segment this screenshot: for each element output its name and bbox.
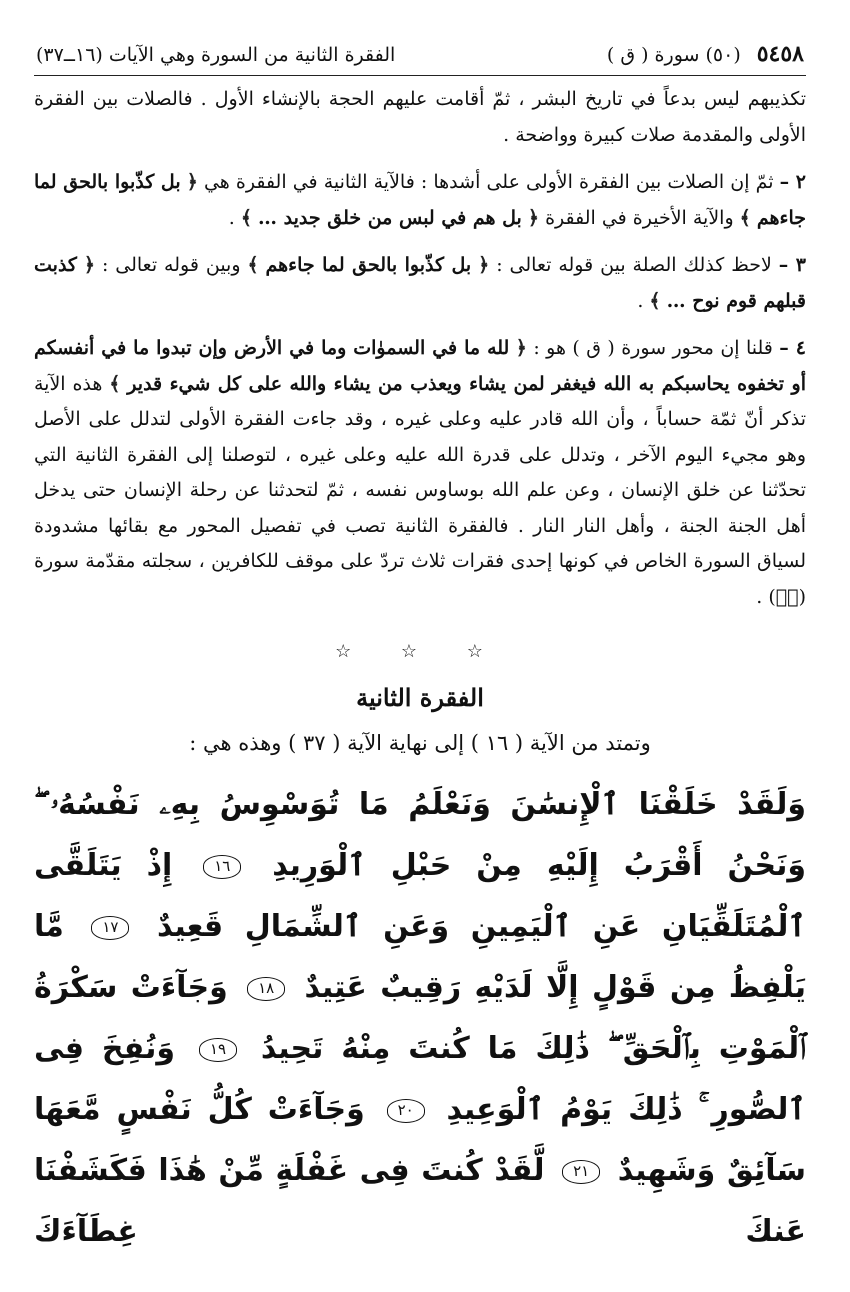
intro-paragraph: تكذيبهم ليس بدعاً في تاريخ البشر ، ثمّ أقامت عليهم الحجة بالإنشاء الأول . فالصلات بين الفقرة الأولى والمقدمة صلات كبيرة وواضحة . xyxy=(34,88,806,146)
item-3 xyxy=(34,248,806,319)
section-intro: وتمتد من الآية ( ١٦ ) إلى نهاية الآية ( ٣٧ ) وهذه هي : xyxy=(189,731,651,755)
item-3-end: . xyxy=(637,289,644,312)
section-title: الفقرة الثانية xyxy=(356,683,484,712)
header-right xyxy=(607,40,804,69)
item-3-number: ٣ – xyxy=(778,254,806,276)
item-2-quote-2: بل هم في لبس من خلق جديد … xyxy=(258,206,522,229)
item-3-quote-1: بل كذّبوا بالحق لما جاءهم xyxy=(265,254,472,276)
ornate-bracket-close: ﴾ xyxy=(739,206,751,229)
item-4-text-1: قلنا إن محور سورة ( ق ) هو : xyxy=(533,337,773,359)
verse-19: وَجَآءَتْ سَكْرَةُ ٱلْمَوْتِ بِٱلْحَقِّ ۖ ذَٰلِكَ مَا كُنتَ مِنْهُ تَحِيدُ xyxy=(34,970,806,1066)
item-3-quote-2: كذبت قبلهم قوم نوح … xyxy=(34,254,806,312)
ornate-bracket-open: ﴿ xyxy=(515,337,527,359)
item-2-text-1: ثمّ إن الصلات بين الفقرة الأولى على أشدها : فالآية الثانية في الفقرة هي xyxy=(203,171,774,193)
surah-label: (٥٠) سورة ( ق ) xyxy=(606,44,741,66)
item-4 xyxy=(34,331,806,615)
item-2 xyxy=(34,165,806,236)
verse-number-19: ١٩ xyxy=(199,1038,237,1062)
verse-21: وَجَآءَتْ كُلُّ نَفْسٍ مَّعَهَا سَآئِقٌ وَشَهِيدٌ xyxy=(34,1092,807,1188)
ornate-bracket-open: ﴿ xyxy=(478,254,490,276)
quran-passage xyxy=(34,774,806,1262)
verse-number-21: ٢١ xyxy=(562,1160,600,1184)
ornate-bracket-close: ﴾ xyxy=(109,372,121,395)
ornate-bracket-close: ﴾ xyxy=(649,289,661,312)
section-label: الفقرة الثانية من السورة وهي الآيات (١٦ــ٣٧) xyxy=(36,44,396,66)
verse-18: مَّا يَلْفِظُ مِن قَوْلٍ إِلَّا لَدَيْهِ رَقِيبٌ عَتِيدٌ xyxy=(34,909,807,1005)
item-4-number: ٤ – xyxy=(779,337,807,359)
verse-17: إِذْ يَتَلَقَّى ٱلْمُتَلَقِّيَانِ عَنِ ٱلْيَمِينِ وَعَنِ ٱلشِّمَالِ قَعِيدٌ xyxy=(34,848,806,944)
running-header xyxy=(34,40,806,76)
ornate-bracket-open: ﴿ xyxy=(527,206,540,229)
item-4-text-2: هذه الآية تذكر أنّ ثمّة حساباً ، وأن الله قادر عليه وعلى غيره ، وقد جاءت الفقرة الأولى لتدلل على الأصل وهو مجيء اليوم الآخر ، وتدلل على قدرة الله عليه وعلى غيره ، لتوصلنا إلى الفقرة الثانية التي تحدّثنا عن خلق الإنسان ، وعن علم الله بوساوس نفسه ، ثمّ لتحدثنا عن رحلة الإنسان حتى يدخل أهل الجنة الجنة ، وأهل النار النار . فالفقرة الثانية تصب في تفصيل المحور مع بقائها مشدودة لسياق السورة الخاص في كونها إحدى فقرات ثلاث تردّ على موقف للكافرين ، سجلته مقدّمة سورة (قۤ) . xyxy=(34,372,806,608)
item-2-number: ٢ – xyxy=(779,171,806,193)
item-3-text-1: لاحظ كذلك الصلة بين قوله تعالى : xyxy=(496,254,772,276)
star-divider: ☆ ☆ ☆ xyxy=(335,641,505,662)
verse-number-20: ٢٠ xyxy=(387,1099,425,1123)
page-number: ٥٤٥٨ xyxy=(756,41,804,67)
item-2-quote-1: بل كذّبوا بالحق لما جاءهم xyxy=(34,171,806,229)
ornate-bracket-open: ﴿ xyxy=(186,171,198,193)
item-2-text-2: والآية الأخيرة في الفقرة xyxy=(545,206,734,229)
verse-16: وَلَقَدْ خَلَقْنَا ٱلْإِنسَٰنَ وَنَعْلَمُ مَا تُوَسْوِسُ بِهِۦ نَفْسُهُۥ ۖ وَنَحْنُ أَقْرَبُ إِلَيْهِ مِنْ حَبْلِ ٱلْوَرِيدِ xyxy=(34,787,806,883)
verse-number-17: ١٧ xyxy=(91,916,129,940)
ornate-bracket-close: ﴾ xyxy=(247,254,259,276)
verse-20: وَنُفِخَ فِى ٱلصُّورِ ۚ ذَٰلِكَ يَوْمُ ٱلْوَعِيدِ xyxy=(34,1031,806,1127)
ornate-bracket-close: ﴾ xyxy=(240,206,252,229)
verse-number-18: ١٨ xyxy=(247,977,285,1001)
verse-22: لَّقَدْ كُنتَ فِى غَفْلَةٍ مِّنْ هَٰذَا فَكَشَفْنَا عَنكَ غِطَآءَكَ xyxy=(34,1153,806,1249)
verse-number-16: ١٦ xyxy=(203,855,241,879)
item-2-end: . xyxy=(228,206,235,229)
ornate-bracket-open: ﴿ xyxy=(83,254,96,276)
item-3-text-2: وبين قوله تعالى : xyxy=(101,254,241,276)
item-4-quote-1: لله ما في السموٰات وما في الأرض وإن تبدوا ما في أنفسكم أو تخفوه يحاسبكم به الله فيغفر لمن يشاء ويعذب من يشاء والله على كل شيء قدير xyxy=(34,337,806,395)
